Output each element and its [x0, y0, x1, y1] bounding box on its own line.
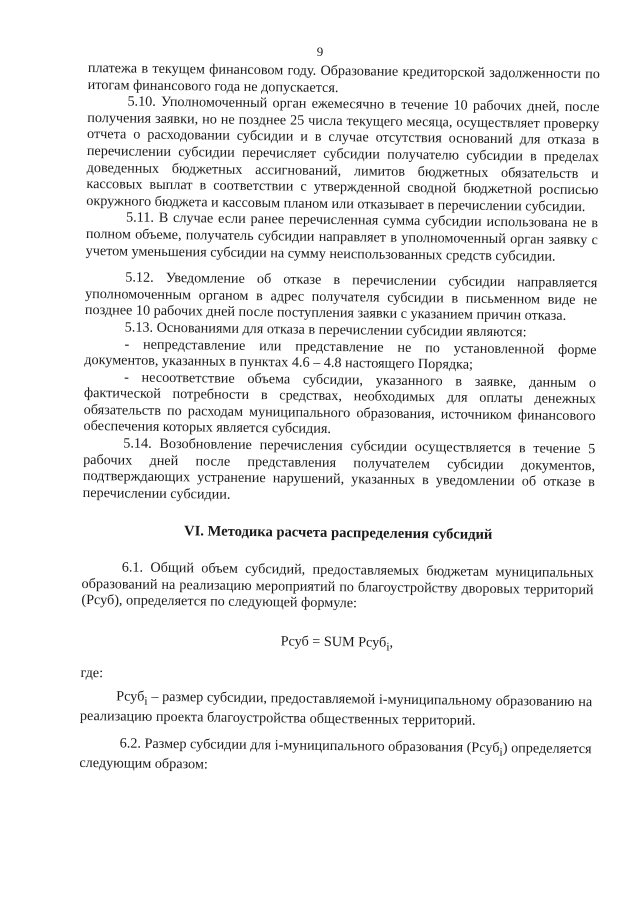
page-number: 9 [316, 44, 324, 59]
paragraph-5-12: 5.12. Уведомление об отказе в перечислении субсидии направляется уполномоченным органом в адрес получателя субсидии в письменном виде не позднее 10 рабочих дней после поступления заявки с указанием причин отказа. [84, 269, 598, 325]
section-title: VI. Методика расчета распределения субсидий [183, 523, 493, 544]
formula [81, 631, 593, 658]
paragraph-6-2-tail: ) определяется следующим образом: [79, 739, 592, 773]
page-content [79, 60, 600, 778]
paragraph-5-13: 5.13. Основаниями для отказа в перечислении субсидии являются: [124, 319, 527, 341]
paragraph-5-13-item-2: - несоответствие объема субсидии, указанного в заявке, данным о фактической потребности в средствах, необходимых для оплаты денежных обязательств по расходам муниципального образования, источником финансового обеспечения которых является субсидия. [83, 369, 597, 438]
definition-rsub [80, 688, 592, 731]
paragraph-5-14: 5.14. Возобновление перечисления субсидии осуществляется в течение 5 рабочих дней после представления получателем субсидии документов, подтверждающих устранение нарушений, указанных в уведомлении об отказе в перечислении субсидии. [82, 435, 596, 503]
paragraph-5-11: 5.11. В случае если ранее перечисленная сумма субсидии использована не в полном объеме, получатель субсидии направляет в уполномоченный орган заявку с учетом уменьшения субсидии на сумму неиспользованных средств субсидии. [85, 209, 599, 265]
paragraph-6-2-subscript: i [499, 744, 503, 759]
paragraph-6-1: 6.1. Общий объем субсидий, предоставляемых бюджетам муниципальных образований на реализацию мероприятий по благоустройству дворовых территорий (Рсуб), определяется по следующей формуле: [81, 559, 594, 612]
definition-subscript: i [144, 693, 148, 708]
paragraph-5-13-item-1: - непредставление или представление не по установленной форме документов, указанных в пунктах 4.6 – 4.8 настоящего Порядка; [84, 335, 597, 373]
paragraph-5-10: 5.10. Уполномоченный орган ежемесячно в течение 10 рабочих дней, после получения заявки, но не позднее 25 числа текущего месяца, осуществляет проверку отчета о расходовании субсидии и в случае отсутствия оснований для отказа в перечислении субсидии перечисляет субсидии получателю субсидии в пределах доведенных бюджетных ассигнований, лимитов бюджетных обязательств и кассовых выплат в соответствии с утвержденной сводной бюджетной росписью окружного бюджета и кассовым планом или отказывает в перечислении субсидии. [86, 93, 600, 215]
paragraph-continuation: платежа в текущем финансовом году. Образование кредиторской задолженности по итогам финансового года не допускается. [87, 60, 600, 96]
formula-subscript: i [386, 639, 390, 654]
formula-lhs: Рсуб = SUM Рсуб [280, 633, 387, 651]
formula-tail: , [389, 634, 394, 651]
paragraph-6-2 [79, 735, 591, 778]
paragraph-6-2-text: 6.2. Размер субсидии для i-муниципального образования (Рсуб [119, 735, 500, 756]
where-label: где: [80, 665, 104, 682]
definition-text: – размер субсидии, предоставляемой i-муниципальному образованию на реализацию проекта благоустройства общественных территорий. [79, 688, 593, 730]
definition-symbol: Рсуб [116, 688, 145, 705]
